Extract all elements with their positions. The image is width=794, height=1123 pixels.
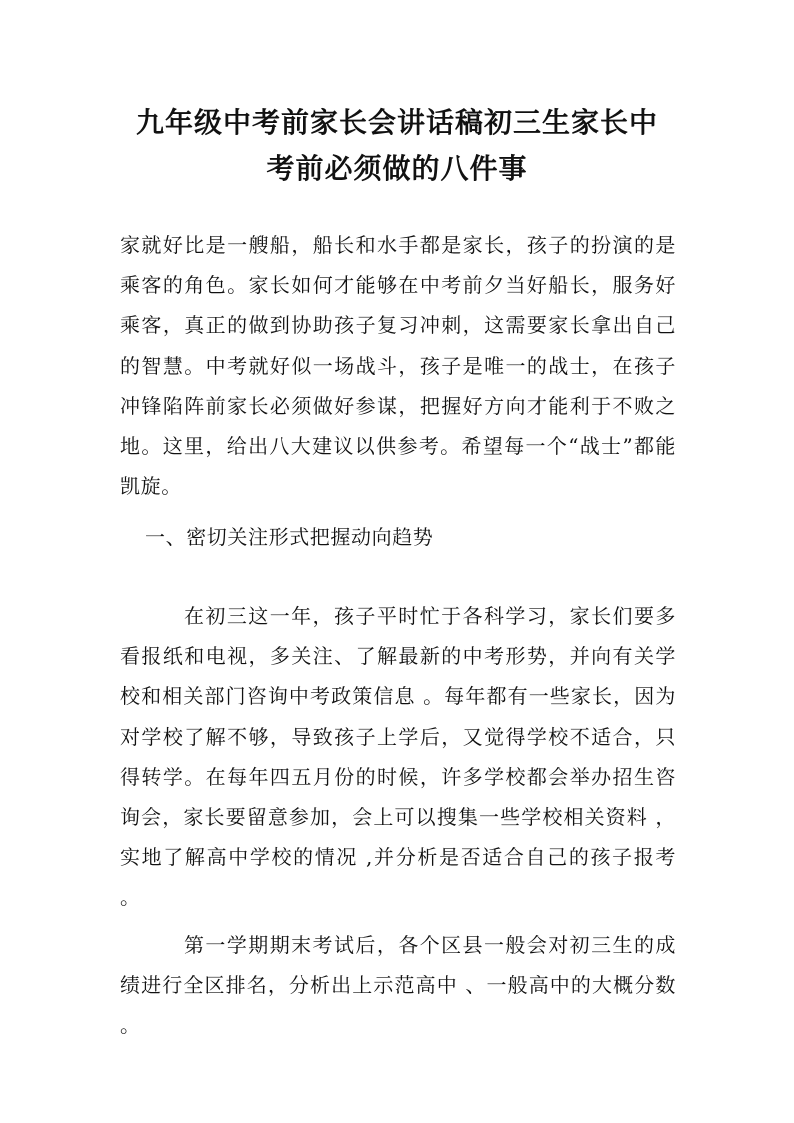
document-title: [110, 100, 684, 192]
section-1-paragraph-1: 在初三这一年，孩子平时忙于各科学习，家长们要多看报纸和电视，多关注、了解最新的中考形势，并向有关学校和相关部门咨询中考政策信息 。每年都有一些家长，因为对学校了解不够，导致孩子上学后，又觉得学校不适合，只得转学。在每年四五月份的时候，许多学校都会举办招生咨询会，家长要留意参加，会上可以搜集一些学校相关资料 ，实地了解高中学校的情况 ,并分析是否适合自己的孩子报考 。: [120, 604, 676, 910]
title-line-2: 考前必须做的八件事: [266, 152, 528, 185]
section-heading-1: 一、密切关注形式把握动向趋势: [145, 525, 434, 549]
intro-paragraph: 家就好比是一艘船，船长和水手都是家长，孩子的扮演的是乘客的角色。家长如何才能够在中考前夕当好船长，服务好乘客，真正的做到协助孩子复习冲刺，这需要家长拿出自己的智慧。中考就好似一场战斗，孩子是唯一的战士，在孩子冲锋陷阵前家长必须做好参谋，把握好方向才能利于不败之地。这里，给出八大建议以供参考。希望每一个“战士”都能凯旋。: [120, 233, 676, 499]
section-1-paragraph-2: 第一学期期末考试后，各个区县一般会对初三生的成绩进行全区排名，分析出上示范高中 、一般高中的大概分数 。: [120, 933, 676, 1038]
title-line-1: 九年级中考前家长会讲话稿初三生家长中: [135, 106, 658, 139]
